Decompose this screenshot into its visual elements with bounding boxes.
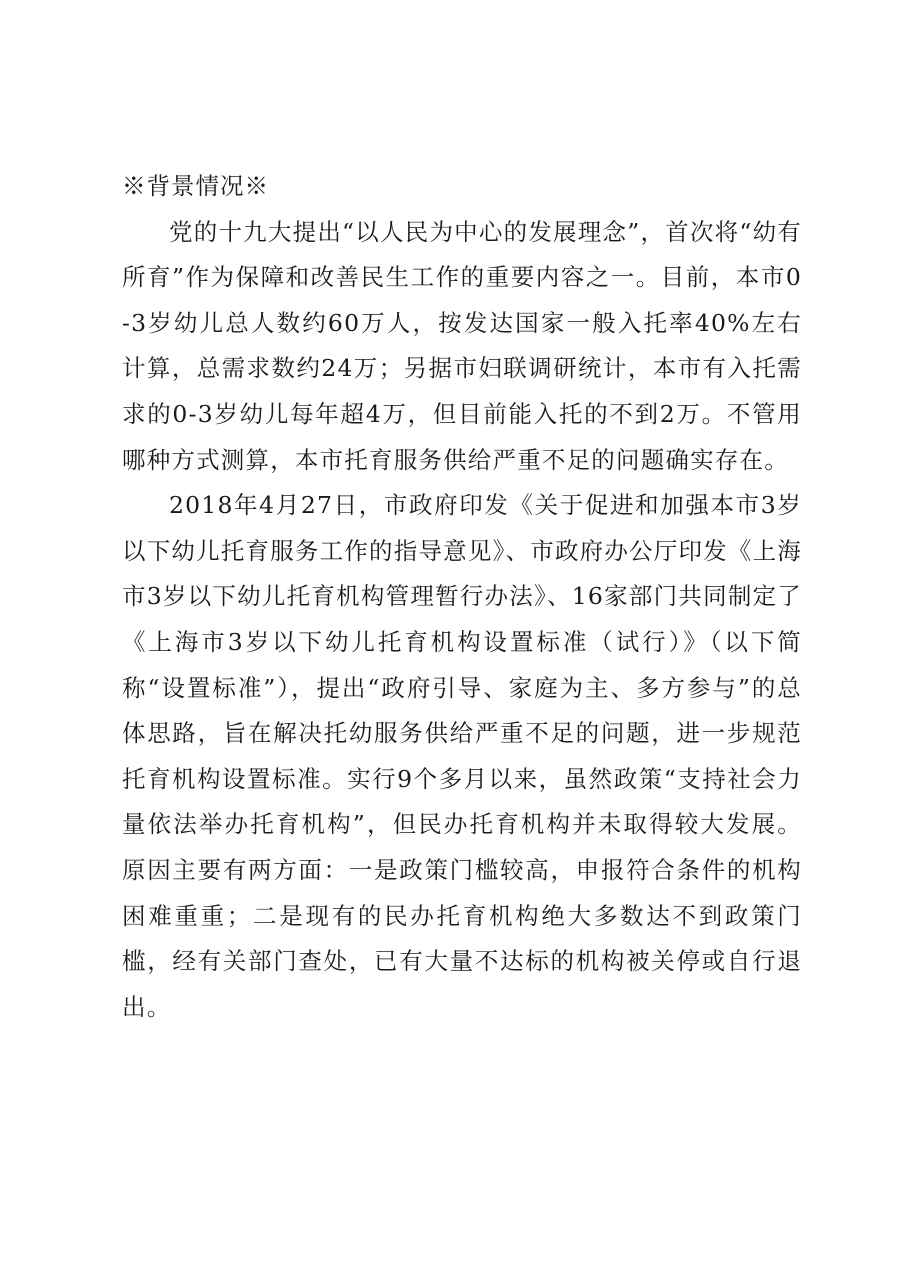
paragraph-policy: 2018年4月27日，市政府印发《关于促进和加强本市3岁以下幼儿托育服务工作的指导意见》、市政府办公厅印发《上海市3岁以下幼儿托育机构管理暂行办法》、16家部门共同制定了《上海市3岁以下幼儿托育机构设置标准（试行）》（以下简称“设置标准”），提出“政府引导、家庭为主、多方参与”的总体思路，旨在解决托幼服务供给严重不足的问题，进一步规范托育机构设置标准。实行9个多月以来，虽然政策“支持社会力量依法举办托育机构”，但民办托育机构并未取得较大发展。原因主要有两方面：一是政策门槛较高，申报符合条件的机构困难重重；二是现有的民办托育机构绝大多数达不到政策门槛，经有关部门查处，已有大量不达标的机构被关停或自行退出。 (122, 491, 802, 1021)
section-heading: ※背景情况※ (122, 172, 269, 200)
document-body (122, 164, 802, 1030)
paragraph-background: 党的十九大提出“以人民为中心的发展理念”，首次将“幼有所育”作为保障和改善民生工作的重要内容之一。目前，本市0-3岁幼儿总人数约60万人，按发达国家一般入托率40%左右计算，总需求数约24万；另据市妇联调研统计，本市有入托需求的0-3岁幼儿每年超4万，但目前能入托的不到2万。不管用哪种方式测算，本市托育服务供给严重不足的问题确实存在。 (122, 217, 802, 474)
